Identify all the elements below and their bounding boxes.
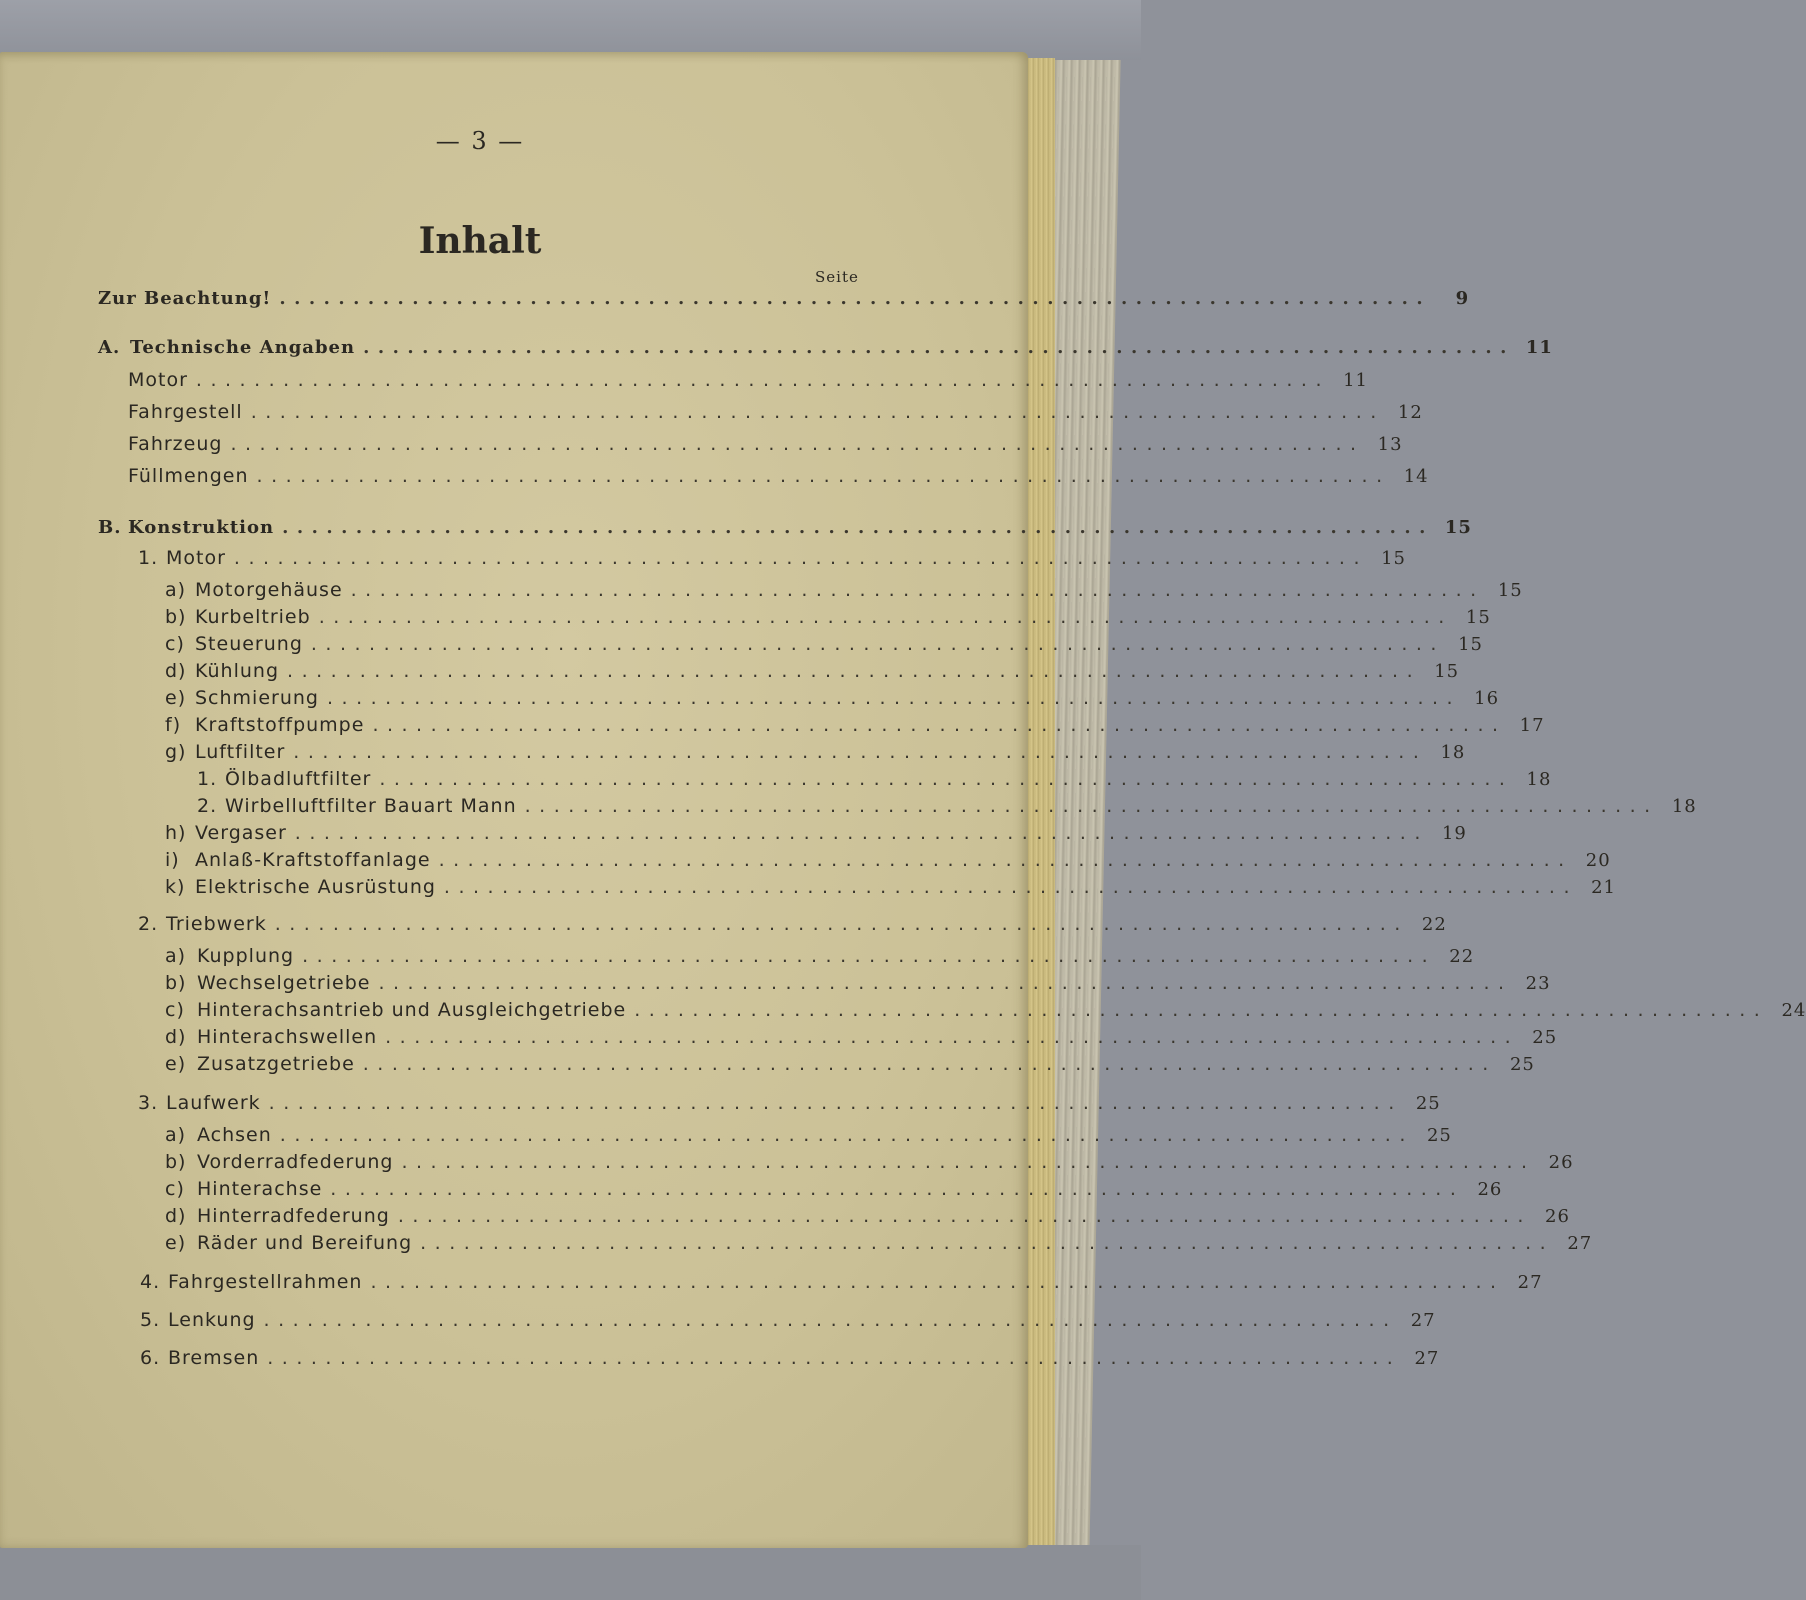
toc-entry-label: Zur Beachtung! <box>98 288 272 309</box>
toc-entry-label: Fahrgestell <box>128 401 243 423</box>
toc-entry <box>128 433 1403 461</box>
toc-entry <box>165 1232 1593 1260</box>
toc-entry-number: a) <box>165 579 187 601</box>
toc-entry-page: 26 <box>1477 1179 1503 1200</box>
background-top <box>0 0 1141 60</box>
toc-entry-label: Kühlung <box>195 660 280 682</box>
toc-entry-page: 16 <box>1474 688 1500 709</box>
toc-entry <box>138 913 1447 941</box>
toc-entry-label: Motor <box>128 369 188 391</box>
toc-entry-number: e) <box>165 1232 187 1254</box>
toc-entry-label: Triebwerk <box>166 913 267 935</box>
toc-entry-label: Vorderradfederung <box>197 1151 394 1173</box>
toc-entry-label: Elektrische Ausrüstung <box>195 876 436 898</box>
toc-leader-dots: .............................................................................. <box>634 999 1769 1021</box>
toc-leader-dots: .............................................................................. <box>282 517 1434 538</box>
toc-entry <box>165 876 1617 904</box>
toc-entry-label: Hinterradfederung <box>197 1205 390 1227</box>
toc-entry <box>165 741 1466 769</box>
toc-entry-page: 20 <box>1585 850 1611 871</box>
page-number: — 3 — <box>435 127 525 155</box>
toc-entry-number: h) <box>165 822 187 844</box>
toc-entry-page: 15 <box>1444 517 1472 538</box>
toc-entry-number: a) <box>165 945 187 967</box>
toc-entry-page: 9 <box>1455 288 1470 309</box>
toc-entry-page: 15 <box>1497 580 1523 601</box>
toc-entry-number: b) <box>165 606 187 628</box>
toc-entry-number: A. <box>98 337 121 358</box>
toc-entry-page: 15 <box>1458 634 1483 655</box>
toc-entry <box>138 1092 1441 1120</box>
toc-entry-label: Hinterachsantrieb und Ausgleichgetriebe <box>197 999 627 1021</box>
toc-leader-dots: .............................................................................. <box>330 1178 1465 1200</box>
toc-entry-number: c) <box>165 633 185 655</box>
toc-entry <box>140 1309 1436 1337</box>
toc-entry <box>165 822 1467 850</box>
toc-leader-dots: .............................................................................. <box>401 1151 1536 1173</box>
toc-entry <box>98 337 1553 365</box>
toc-entry-page: 15 <box>1465 607 1491 628</box>
toc-leader-dots: .............................................................................. <box>268 1092 1403 1114</box>
toc-entry <box>197 795 1697 823</box>
toc-leader-dots: .............................................................................. <box>379 768 1514 790</box>
toc-leader-dots: .............................................................................. <box>438 849 1573 871</box>
toc-leader-dots: .............................................................................. <box>326 687 1462 709</box>
toc-entry-number: 2. <box>138 913 159 935</box>
toc-leader-dots: .............................................................................. <box>279 1124 1414 1146</box>
toc-entry-number: c) <box>165 999 185 1021</box>
toc-leader-dots: .............................................................................. <box>279 288 1432 309</box>
toc-entry-page: 17 <box>1519 715 1545 736</box>
toc-entry-number: a) <box>165 1124 187 1146</box>
toc-entry <box>140 1271 1543 1299</box>
toc-leader-dots: .............................................................................. <box>362 1053 1497 1075</box>
toc-entry-label: Ölbadluftfilter <box>225 768 372 790</box>
toc-entry-label: Lenkung <box>168 1309 256 1331</box>
toc-leader-dots: .............................................................................. <box>370 1271 1505 1293</box>
toc-entry-label: Kupplung <box>197 945 295 967</box>
toc-entry-label: Luftfilter <box>195 741 286 763</box>
toc-leader-dots: .............................................................................. <box>443 876 1579 898</box>
toc-entry-page: 22 <box>1449 946 1475 967</box>
toc-entry-page: 27 <box>1414 1348 1440 1369</box>
toc-entry-number: B. <box>98 517 122 538</box>
toc-entry-page: 14 <box>1403 466 1429 487</box>
toc-entry-number: g) <box>165 741 187 763</box>
toc-entry-page: 18 <box>1440 742 1466 763</box>
toc-entry-label: Technische Angaben <box>130 337 356 358</box>
toc-entry <box>165 849 1611 877</box>
toc-leader-dots: .............................................................................. <box>385 1026 1520 1048</box>
book-page <box>0 52 1806 1548</box>
toc-entry <box>165 1151 1574 1179</box>
toc-entry-page: 26 <box>1548 1152 1574 1173</box>
toc-entry <box>165 972 1551 1000</box>
toc-entry-number: 1. <box>138 547 159 569</box>
toc-entry <box>165 660 1460 688</box>
toc-entry-number: 5. <box>140 1309 161 1331</box>
toc-entry-page: 18 <box>1526 769 1552 790</box>
toc-entry-number: 1. <box>197 768 218 790</box>
toc-entry-page: 26 <box>1545 1206 1570 1227</box>
toc-leader-dots: .............................................................................. <box>233 547 1368 569</box>
toc-entry <box>128 465 1429 493</box>
page-column-label: Seite <box>815 268 859 286</box>
toc-entry-page: 27 <box>1567 1233 1593 1254</box>
toc-entry <box>138 547 1406 575</box>
toc-entry <box>165 1053 1535 1081</box>
toc-leader-dots: .............................................................................. <box>287 660 1422 682</box>
toc-entry-number: d) <box>165 1026 187 1048</box>
toc-entry-page: 12 <box>1397 402 1423 423</box>
toc-entry-page: 27 <box>1410 1310 1436 1331</box>
toc-entry-label: Hinterachse <box>197 1178 323 1200</box>
toc-entry-label: Wechselgetriebe <box>197 972 371 994</box>
toc-leader-dots: .............................................................................. <box>372 714 1507 736</box>
toc-entry-number: i) <box>165 849 180 871</box>
toc-entry-page: 11 <box>1343 370 1368 391</box>
toc-entry-number: d) <box>165 1205 187 1227</box>
toc-entry-label: Hinterachswellen <box>197 1026 378 1048</box>
toc-leader-dots: .............................................................................. <box>397 1205 1532 1227</box>
toc-entry-label: Motor <box>166 547 226 569</box>
toc-entry <box>165 1205 1570 1233</box>
toc-entry-label: Steuerung <box>195 633 303 655</box>
toc-entry <box>165 945 1475 973</box>
toc-entry <box>140 1347 1440 1375</box>
toc-entry-page: 15 <box>1381 548 1406 569</box>
toc-entry-number: 6. <box>140 1347 161 1369</box>
background-bottom <box>0 1545 1141 1600</box>
toc-entry-number: f) <box>165 714 182 736</box>
toc-entry-number: b) <box>165 1151 187 1173</box>
toc-entry-page: 15 <box>1434 661 1460 682</box>
toc-entry-label: Bremsen <box>168 1347 260 1369</box>
toc-entry-number: 3. <box>138 1092 159 1114</box>
toc-entry-label: Füllmengen <box>128 465 249 487</box>
toc-entry-label: Fahrzeug <box>128 433 223 455</box>
toc-leader-dots: .............................................................................. <box>230 433 1365 455</box>
toc-entry-number: b) <box>165 972 187 994</box>
toc-leader-dots: .............................................................................. <box>420 1232 1555 1254</box>
toc-leader-dots: .............................................................................. <box>263 1309 1398 1331</box>
toc-leader-dots: .............................................................................. <box>318 606 1453 628</box>
toc-entry-page: 25 <box>1426 1125 1452 1146</box>
toc-entry <box>165 1178 1503 1206</box>
toc-entry <box>98 288 1470 316</box>
toc-entry-label: Achsen <box>197 1124 272 1146</box>
toc-entry-page: 25 <box>1415 1093 1441 1114</box>
toc-entry-label: Motorgehäuse <box>195 579 343 601</box>
toc-entry-label: Fahrgestellrahmen <box>168 1271 363 1293</box>
toc-leader-dots: .............................................................................. <box>267 1347 1402 1369</box>
toc-entry-page: 19 <box>1441 823 1467 844</box>
toc-entry <box>128 369 1368 397</box>
toc-entry <box>165 999 1806 1027</box>
toc-leader-dots: .............................................................................. <box>524 795 1659 817</box>
toc-entry-page: 11 <box>1525 337 1553 358</box>
toc-leader-dots: .............................................................................. <box>378 972 1513 994</box>
toc-entry-number: 2. <box>197 795 218 817</box>
toc-entry-page: 18 <box>1671 796 1697 817</box>
toc-entry <box>165 633 1483 661</box>
toc-entry-label: Anlaß-Kraftstoffanlage <box>195 849 431 871</box>
toc-entry-label: Vergaser <box>195 822 287 844</box>
toc-entry-label: Kraftstoffpumpe <box>195 714 365 736</box>
toc-leader-dots: .............................................................................. <box>274 913 1409 935</box>
toc-leader-dots: .............................................................................. <box>195 369 1330 391</box>
toc-entry-number: k) <box>165 876 186 898</box>
toc-entry <box>165 1026 1558 1054</box>
toc-leader-dots: .............................................................................. <box>250 401 1385 423</box>
toc-entry-page: 24 <box>1781 1000 1806 1021</box>
page-title: Inhalt <box>418 220 542 262</box>
toc-leader-dots: .............................................................................. <box>294 822 1429 844</box>
toc-entry-label: Wirbelluftfilter Bauart Mann <box>225 795 517 817</box>
toc-entry-page: 25 <box>1532 1027 1558 1048</box>
toc-entry <box>165 714 1545 742</box>
toc-leader-dots: .............................................................................. <box>363 337 1515 358</box>
toc-leader-dots: .............................................................................. <box>310 633 1445 655</box>
toc-entry <box>165 687 1500 715</box>
toc-entry-number: c) <box>165 1178 185 1200</box>
toc-leader-dots: .............................................................................. <box>350 579 1485 601</box>
toc-entry-number: e) <box>165 1053 187 1075</box>
toc-entry-number: 4. <box>140 1271 161 1293</box>
toc-entry-page: 13 <box>1377 434 1403 455</box>
toc-entry-label: Zusatzgetriebe <box>197 1053 355 1075</box>
toc-entry-label: Laufwerk <box>166 1092 261 1114</box>
toc-entry-label: Kurbeltrieb <box>195 606 311 628</box>
toc-leader-dots: .............................................................................. <box>256 465 1391 487</box>
toc-entry <box>165 606 1491 634</box>
toc-entry <box>165 579 1523 607</box>
toc-entry <box>128 401 1423 429</box>
toc-leader-dots: .............................................................................. <box>302 945 1437 967</box>
toc-entry-label: Schmierung <box>195 687 319 709</box>
toc-entry-number: e) <box>165 687 187 709</box>
toc-entry-label: Räder und Bereifung <box>197 1232 413 1254</box>
toc-entry-label: Konstruktion <box>128 517 275 538</box>
toc-entry-page: 23 <box>1525 973 1551 994</box>
toc-entry-number: d) <box>165 660 187 682</box>
toc-entry <box>165 1124 1452 1152</box>
toc-entry-page: 22 <box>1421 914 1447 935</box>
toc-entry-page: 21 <box>1591 877 1617 898</box>
toc-entry <box>98 517 1472 545</box>
toc-entry <box>197 768 1552 796</box>
toc-entry-page: 25 <box>1509 1054 1535 1075</box>
toc-leader-dots: .............................................................................. <box>293 741 1428 763</box>
toc-entry-page: 27 <box>1517 1272 1543 1293</box>
